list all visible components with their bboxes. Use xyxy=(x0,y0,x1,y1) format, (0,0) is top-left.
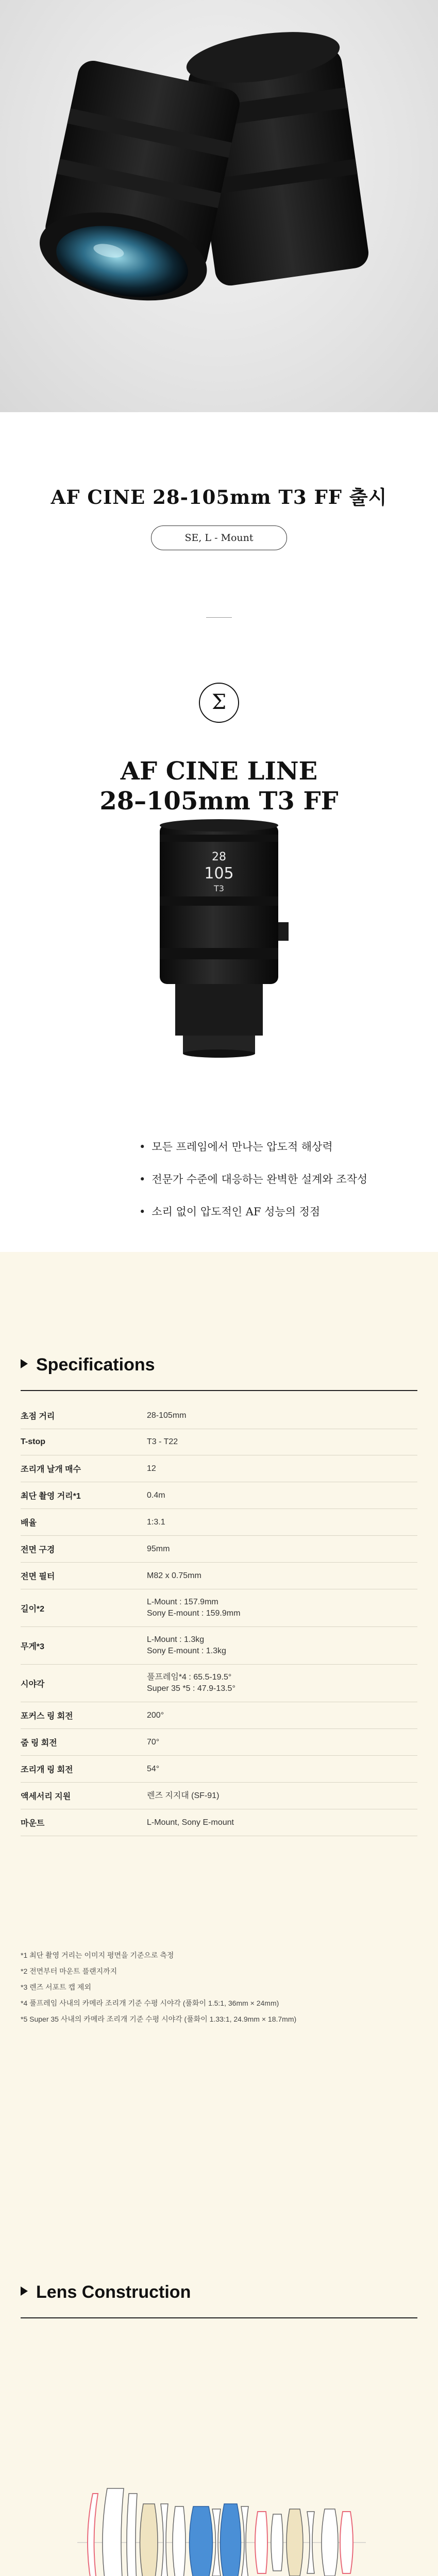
spec-key: 시야각 xyxy=(21,1680,45,1689)
spec-row xyxy=(21,1665,417,1702)
spec-key: 최단 촬영 거리*1 xyxy=(21,1492,81,1501)
section-rule xyxy=(21,2317,417,2318)
spec-value xyxy=(147,1627,417,1665)
hero-image xyxy=(0,0,438,412)
spec-note: *3 렌즈 서포트 캡 제외 xyxy=(21,1983,91,1991)
spec-value-line: 12 xyxy=(147,1464,156,1473)
spec-row xyxy=(21,1783,417,1809)
line-title-1: AF CINE LINE xyxy=(120,757,318,786)
line-title xyxy=(0,756,438,816)
triangle-bullet-icon xyxy=(21,2286,28,2296)
spec-value-line: 렌즈 지지대 (SF-91) xyxy=(147,1791,220,1800)
spec-key: 액세서리 지원 xyxy=(21,1792,71,1801)
spec-row xyxy=(21,1402,417,1429)
spec-value xyxy=(147,1482,417,1509)
specs-section xyxy=(0,1252,438,2576)
spec-value-line: Sony E-mount : 1.3kg xyxy=(147,1647,226,1655)
spec-value-line: Sony E-mount : 159.9mm xyxy=(147,1609,241,1618)
spec-value xyxy=(147,1729,417,1756)
spec-key: 조리개 링 회전 xyxy=(21,1766,73,1774)
spec-key: 포커스 링 회전 xyxy=(21,1712,73,1721)
spec-value-line: 풀프레임*4 : 65.5-19.5° xyxy=(147,1673,232,1682)
spec-key: 마운트 xyxy=(21,1819,45,1828)
spec-value xyxy=(147,1536,417,1563)
spec-note: *5 Super 35 사내의 카메라 조리개 기준 수평 시야각 (풀화이 1.33:1, 24.9mm × 18.7mm) xyxy=(21,2015,297,2023)
lens-marking-bottom: T3 xyxy=(214,884,224,893)
spec-row xyxy=(21,1429,417,1455)
spec-value xyxy=(147,1809,417,1836)
feature-item: • 모든 프레임에서 만나는 압도적 해상력 xyxy=(139,1139,428,1154)
spec-table-body xyxy=(21,1402,417,1836)
spec-row xyxy=(21,1509,417,1536)
lens-construction-diagram xyxy=(77,2483,366,2576)
spec-row xyxy=(21,1729,417,1756)
spec-value xyxy=(147,1783,417,1809)
spec-value-line: L-Mount : 1.3kg xyxy=(147,1635,205,1644)
spec-value xyxy=(147,1589,417,1627)
lens-construction-heading xyxy=(21,2282,191,2302)
spec-value xyxy=(147,1756,417,1783)
spec-row xyxy=(21,1809,417,1836)
spec-value xyxy=(147,1563,417,1589)
spec-value-line: 200° xyxy=(147,1710,164,1720)
spec-row xyxy=(21,1455,417,1482)
spec-table xyxy=(21,1402,417,1836)
spec-key: 조리개 날개 매수 xyxy=(21,1465,81,1474)
product-title: AF CINE 28-105mm T3 FF 출시 xyxy=(50,486,388,509)
spec-row xyxy=(21,1702,417,1729)
lens-marking-top: 28 xyxy=(212,851,226,863)
feature-item: • 소리 없이 압도적인 AF 성능의 정점 xyxy=(139,1204,428,1219)
spec-value-line: M82 x 0.75mm xyxy=(147,1571,201,1580)
spec-key: 초점 거리 xyxy=(21,1412,55,1421)
spec-row xyxy=(21,1563,417,1589)
spec-key: 줌 링 회전 xyxy=(21,1739,57,1748)
section-rule xyxy=(21,1390,417,1391)
intro-section xyxy=(0,412,438,1252)
spec-key: 무게*3 xyxy=(21,1642,45,1651)
spec-value-line: 1:3.1 xyxy=(147,1517,165,1527)
spec-value-line: 28-105mm xyxy=(147,1411,187,1420)
spec-note: *1 최단 촬영 거리는 이미지 평면을 기준으로 측정 xyxy=(21,1951,174,1959)
spec-row xyxy=(21,1482,417,1509)
spec-key: 길이*2 xyxy=(21,1604,45,1614)
specifications-heading xyxy=(21,1355,155,1375)
spec-value-line: T3 - T22 xyxy=(147,1437,178,1446)
spec-value-line: 70° xyxy=(147,1737,160,1747)
spec-value xyxy=(147,1429,417,1455)
sigma-logo-icon: Σ xyxy=(199,683,239,723)
spec-value-line: 54° xyxy=(147,1764,160,1773)
divider xyxy=(206,617,232,618)
hero-lenses-illustration xyxy=(0,0,438,412)
spec-value-line: 0.4m xyxy=(147,1490,165,1500)
lens-product-image xyxy=(139,819,299,1061)
spec-value xyxy=(147,1455,417,1482)
spec-value-line: L-Mount : 157.9mm xyxy=(147,1598,218,1606)
spec-value xyxy=(147,1665,417,1702)
feature-list xyxy=(139,1139,428,1236)
spec-value xyxy=(147,1509,417,1536)
spec-key: T-stop xyxy=(21,1437,45,1446)
spec-value xyxy=(147,1402,417,1429)
spec-note: *4 풀프레임 사내의 카메라 조리개 기준 수평 시야각 (풀화이 1.5:1, 36mm × 24mm) xyxy=(21,1999,279,2007)
feature-item: • 전문가 수준에 대응하는 완벽한 설계와 조작성 xyxy=(139,1171,428,1187)
line-title-2: 28–105mm T3 FF xyxy=(99,787,339,816)
spec-key: 배율 xyxy=(21,1519,37,1528)
spec-row xyxy=(21,1536,417,1563)
lens-marking-mid: 105 xyxy=(204,865,234,883)
triangle-bullet-icon xyxy=(21,1359,28,1368)
specifications-heading-label: Specifications xyxy=(36,1355,155,1375)
spec-row xyxy=(21,1589,417,1627)
spec-value xyxy=(147,1702,417,1729)
spec-value-line: L-Mount, Sony E-mount xyxy=(147,1818,234,1827)
spec-row xyxy=(21,1627,417,1665)
spec-key: 전면 구경 xyxy=(21,1546,55,1554)
spec-key: 전면 필터 xyxy=(21,1572,55,1581)
spec-value-line: Super 35 *5 : 47.9-13.5° xyxy=(147,1684,235,1693)
spec-notes xyxy=(21,1950,417,2030)
mount-badge: SE, L - Mount xyxy=(151,526,287,550)
spec-note: *2 전면부터 마운트 플랜지까지 xyxy=(21,1967,117,1975)
spec-row xyxy=(21,1756,417,1783)
lens-construction-heading-label: Lens Construction xyxy=(36,2282,191,2302)
spec-value-line: 95mm xyxy=(147,1544,170,1553)
